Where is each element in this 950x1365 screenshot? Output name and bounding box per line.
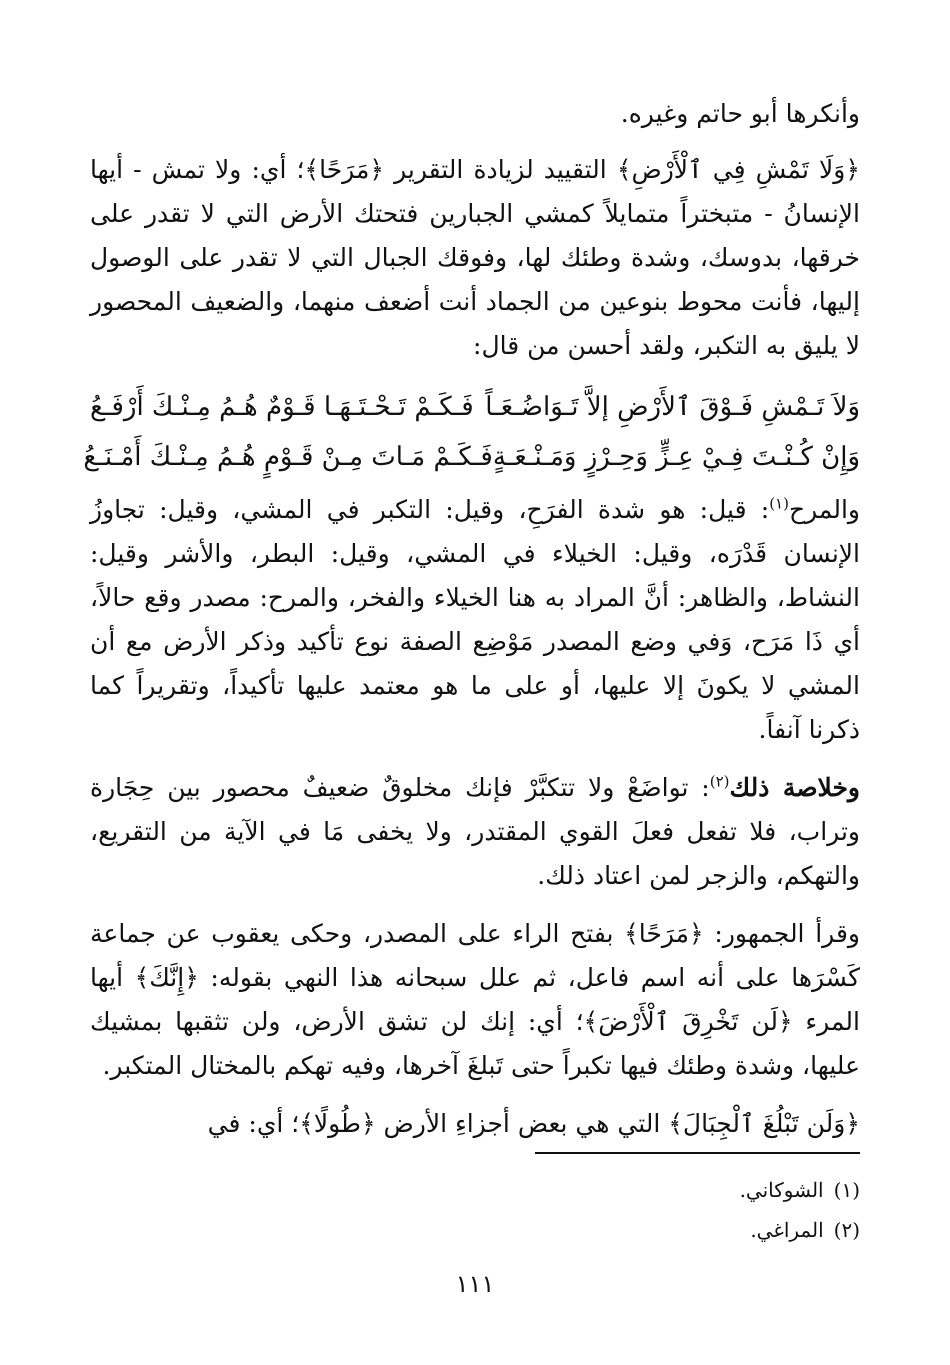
- paragraph-3-body: : قيل: هو شدة الفرَحِ، وقيل: التكبر في المشي، وقيل: تجاوزُ الإنسان قَدْرَه، وقيل: الخيلاء في المشي، وقيل: البطر، والأشر وقيل: النشاط، والظاهر: أنَّ المراد به هنا الخيلاء والفخر، والمرح: مصدر وقع حالاً، أي ذَا مَرَح، وَفي وضع المصدر مَوْضِع الصفة نوع تأكيد وذكر الأرض مع أن المشي لا يكونَ إلا عليها، أو على ما هو معتمد عليها تأكيداً، وتقريراً كما ذكرنا آنفاً.: [90, 495, 860, 744]
- verse-line-2-first-half: وَإِنْ كُـنْـتَ فِـيْ عِـزٍّ وَحِـرْزٍ وَمَـنْـعَـةٍ: [492, 442, 860, 472]
- footnote-2: [90, 1210, 860, 1250]
- footnote-ref-2[interactable]: (٢): [709, 772, 730, 791]
- paragraph-1: وأنكرها أبو حاتم وغيره.: [620, 99, 860, 128]
- poetry-verse: [83, 382, 860, 482]
- paragraph-6: ﴿وَلَن تَبْلُغَ ٱلْجِبَالَ﴾ التي هي بعض أجزاءِ الأرض ﴿طُولًا﴾؛ أي: في: [207, 1109, 860, 1138]
- summary-heading: وخلاصة ذلك: [729, 773, 860, 802]
- verse-line-2-second-half: فَـكَـمْ مَـاتَ مِـنْ قَـوْمٍ هُـمُ مِـنْـكَ أَمْـنَـعُ: [83, 442, 493, 472]
- footnote-ref-1[interactable]: (١): [769, 494, 789, 513]
- footnote-2-text: المراغي.: [750, 1218, 824, 1242]
- paragraph-4-body: : تواضَعْ ولا تتكبَّرْ فإنك مخلوقٌ ضعيفٌ محصور بين حِجَارة وتراب، فلا تفعل فعلَ القوي المقتدر، ولا يخفى مَا في الآية من التقريع، والتهكم، والزجر لمن اعتاد ذلك.: [90, 773, 860, 890]
- page-number: ١١١: [455, 1270, 495, 1298]
- verse-line-1-second-half: فَـكَـمْ تَـحْـتَـهَـا قَـوْمٌ هُـمُ مِـنْـكَ أَرْفَـعُ: [90, 392, 474, 422]
- paragraph-3-lead: والمرح: [788, 495, 860, 524]
- footnote-2-number: (٢): [833, 1218, 860, 1242]
- verse-line-2: [83, 432, 860, 482]
- footnote-divider: [535, 1152, 860, 1154]
- footnote-1-text: الشوكاني.: [739, 1178, 824, 1202]
- verse-line-1: [90, 382, 860, 432]
- footnote-1-number: (١): [833, 1178, 860, 1202]
- footnotes: [90, 1170, 860, 1250]
- paragraph-5: وقرأ الجمهور: ﴿مَرَحًا﴾ بفتح الراء على المصدر، وحكى يعقوب عن جماعة كَسْرَها على أنه اسم فاعل، ثم علل سبحانه هذا النهي بقوله: ﴿إِنَّكَ﴾ أيها المرء ﴿لَن تَخْرِقَ ٱلْأَرْضَ﴾؛ أي: إنك لن تشق الأرض، ولن تثقبها بمشيك عليها، وشدة وطئك فيها تكبراً حتى تَبلغَ آخرها، وفيه تهكم بالمختال المتكبر.: [90, 919, 860, 1080]
- paragraph-3: [90, 488, 860, 752]
- main-text: [83, 92, 860, 1160]
- paragraph-4: [90, 766, 860, 898]
- footnote-1: [90, 1170, 860, 1210]
- verse-line-1-first-half: وَلاَ تَـمْشِ فَـوْقَ ٱلأَرْضِ إلاَّ تَـوَاضُـعَـاً: [485, 392, 860, 422]
- paragraph-2: ﴿وَلَا تَمْشِ فِي ٱلْأَرْضِ﴾ التقييد لزيادة التقرير ﴿مَرَحًا﴾؛ أي: ولا تمش - أيها الإنسانُ - متبختراً متمايلاً كمشي الجبارين فتحتك الأرض التي لا تقدر على خرقها، بدوسك، وشدة وطئك لها، وفوقك الجبال التي لا تقدر على الوصول إليها، فأنت محوط بنوعين من الجماد أنت أضعف منهما، والضعيف المحصور لا يليق به التكبر، ولقد أحسن من قال:: [90, 155, 860, 360]
